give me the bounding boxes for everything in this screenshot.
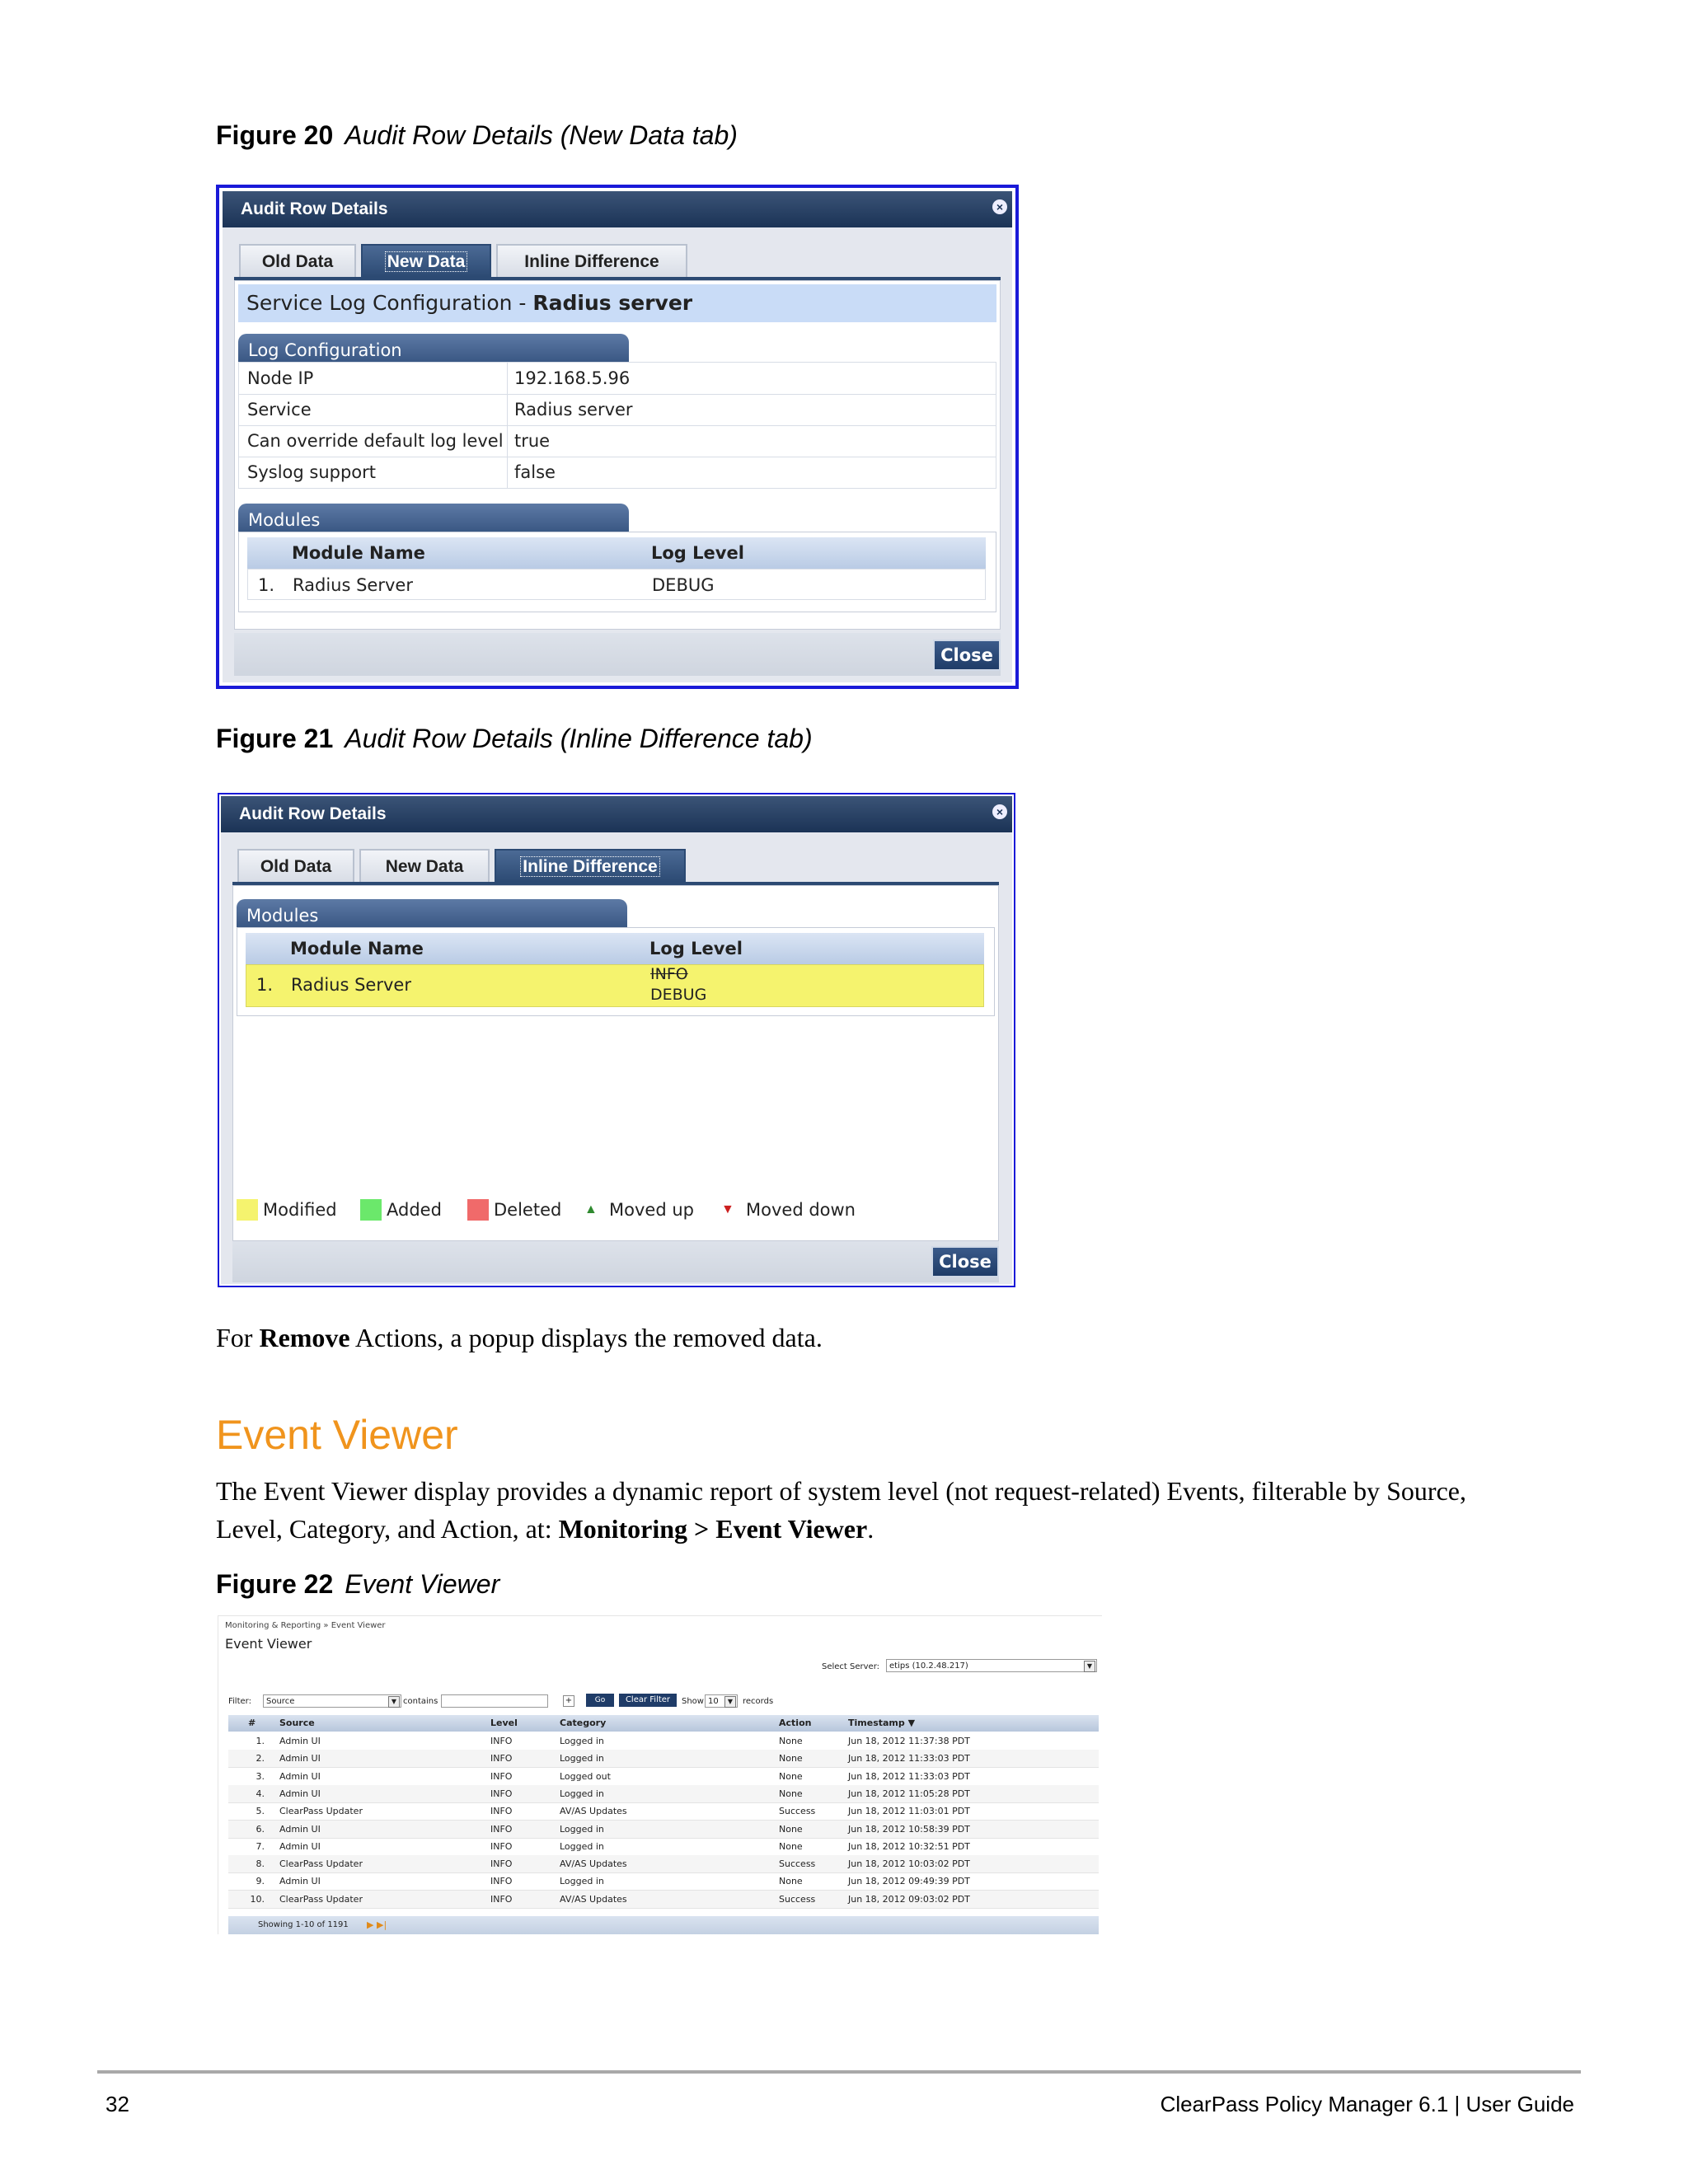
- cell-category: Logged out: [560, 1770, 611, 1782]
- text-bold: Monitoring > Event Viewer: [558, 1514, 868, 1544]
- col-number: #: [248, 1718, 256, 1728]
- table-row-modified: [246, 964, 984, 1007]
- cell-row-number: 4.: [256, 1788, 265, 1799]
- tab-label: Old Data: [261, 252, 334, 271]
- tab-label: Old Data: [260, 857, 332, 876]
- cell-level: INFO: [490, 1823, 513, 1835]
- figure-22-caption: [216, 1569, 499, 1600]
- cell-source: ClearPass Updater: [279, 1858, 363, 1870]
- audit-row-details-dialog: [223, 191, 1012, 682]
- legend-moved-down: Moved down: [746, 1200, 856, 1220]
- tab-panel: [232, 885, 999, 1241]
- events-table-header: [228, 1715, 1099, 1732]
- filter-field-dropdown[interactable]: [263, 1694, 401, 1708]
- col-source[interactable]: Source: [279, 1718, 315, 1728]
- log-row: [239, 425, 996, 457]
- dialog-footer: [232, 1241, 999, 1282]
- cell-row-number: 1.: [256, 1736, 265, 1746]
- cell-source: Admin UI: [279, 1788, 321, 1799]
- legend-deleted: Deleted: [494, 1200, 562, 1220]
- col-action[interactable]: Action: [779, 1718, 812, 1728]
- modules-box: [238, 532, 996, 612]
- moved-down-icon: ▼: [721, 1202, 734, 1216]
- chevron-down-icon: ▼: [1084, 1661, 1095, 1672]
- tab-panel: [234, 280, 1001, 630]
- modules-table-header: [247, 537, 986, 569]
- clear-filter-button[interactable]: Clear Filter: [619, 1694, 677, 1707]
- cell-timestamp: Jun 18, 2012 11:05:28 PDT: [848, 1788, 970, 1799]
- figure-21-frame: [218, 793, 1015, 1287]
- text-fragment: For: [216, 1323, 260, 1352]
- cell-level: INFO: [490, 1753, 513, 1765]
- log-row: [239, 394, 996, 426]
- col-category[interactable]: Category: [560, 1718, 607, 1728]
- col-timestamp[interactable]: Timestamp ▼: [848, 1718, 916, 1728]
- audit-row-details-dialog: [221, 796, 1012, 1284]
- new-log-level: DEBUG: [650, 986, 707, 1004]
- cell-level: INFO: [490, 1876, 513, 1887]
- cell-row-number: 7.: [256, 1840, 265, 1852]
- go-button[interactable]: Go: [586, 1694, 614, 1707]
- cell-source: Admin UI: [279, 1840, 321, 1852]
- cell-category: Logged in: [560, 1876, 604, 1887]
- show-label: Show: [682, 1697, 704, 1706]
- cell-level: INFO: [490, 1736, 513, 1746]
- legend-moved-up: Moved up: [609, 1200, 694, 1220]
- add-filter-icon[interactable]: +: [563, 1695, 574, 1707]
- figure-title: Audit Row Details (New Data tab): [345, 120, 738, 150]
- table-row[interactable]: [228, 1802, 1099, 1821]
- modules-header: Modules: [238, 504, 629, 532]
- figure-number: Figure 21: [216, 724, 334, 753]
- select-server-value: etips (10.2.48.217): [889, 1661, 968, 1671]
- log-configuration-header: Log Configuration: [238, 334, 629, 362]
- log-key: Can override default log level: [239, 425, 508, 457]
- figure-number: Figure 20: [216, 120, 334, 150]
- cell-level: INFO: [490, 1806, 513, 1817]
- text-fragment: Actions, a popup displays the removed data.: [349, 1323, 823, 1352]
- tab-old-data[interactable]: [237, 849, 354, 882]
- cell-action: None: [779, 1770, 803, 1782]
- cell-category: AV/AS Updates: [560, 1858, 627, 1870]
- cell-source: ClearPass Updater: [279, 1806, 363, 1817]
- cell-category: Logged in: [560, 1788, 604, 1799]
- legend-added: Added: [387, 1200, 442, 1220]
- tab-inline-difference[interactable]: [496, 244, 687, 277]
- col-level[interactable]: Level: [490, 1718, 518, 1728]
- cell-row-number: 9.: [256, 1876, 265, 1887]
- dialog-title: Audit Row Details: [221, 796, 1012, 832]
- page-number: 32: [106, 2092, 129, 2116]
- cell-level: INFO: [490, 1893, 513, 1905]
- tab-old-data[interactable]: [239, 244, 356, 277]
- legend-modified-swatch: [237, 1199, 258, 1221]
- log-value: true: [514, 431, 551, 451]
- table-row[interactable]: [228, 1750, 1099, 1768]
- cell-source: Admin UI: [279, 1876, 321, 1887]
- col-module-name: Module Name: [290, 939, 424, 958]
- tab-label: New Data: [385, 857, 464, 876]
- old-log-level: INFO: [650, 965, 688, 983]
- moved-up-icon: ▲: [584, 1202, 598, 1216]
- cell-category: AV/AS Updates: [560, 1806, 627, 1817]
- cell-level: INFO: [490, 1770, 513, 1782]
- log-value: Radius server: [514, 400, 633, 419]
- text-fragment: .: [867, 1514, 874, 1544]
- cell-category: Logged in: [560, 1753, 604, 1765]
- module-name: Radius Server: [291, 975, 411, 995]
- cell-timestamp: Jun 18, 2012 11:33:03 PDT: [848, 1753, 970, 1765]
- cell-action: Success: [779, 1806, 816, 1817]
- cell-level: INFO: [490, 1840, 513, 1852]
- cell-timestamp: Jun 18, 2012 11:03:01 PDT: [848, 1806, 970, 1817]
- cell-source: Admin UI: [279, 1736, 321, 1746]
- event-viewer-intro: [216, 1472, 1568, 1548]
- footer-rule: [97, 2070, 1581, 2074]
- table-row[interactable]: [228, 1838, 1099, 1856]
- table-row[interactable]: [228, 1872, 1099, 1891]
- log-value: 192.168.5.96: [514, 368, 631, 388]
- records-per-page-value: 10: [708, 1697, 719, 1706]
- next-page-icon[interactable]: ▶: [367, 1919, 374, 1930]
- dialog-title: Audit Row Details: [223, 191, 1012, 227]
- cell-timestamp: Jun 18, 2012 09:49:39 PDT: [848, 1876, 970, 1887]
- chevron-down-icon: ▼: [724, 1696, 736, 1708]
- modules-header: Modules: [237, 899, 627, 927]
- showing-count: Showing 1-10 of 1191: [258, 1920, 349, 1929]
- close-button[interactable]: Close: [933, 640, 1001, 671]
- table-row[interactable]: [228, 1891, 1099, 1909]
- figure-21-caption: [216, 724, 813, 754]
- figure-title: Event Viewer: [345, 1569, 500, 1599]
- cell-action: None: [779, 1736, 803, 1746]
- filter-field-value: Source: [266, 1697, 295, 1706]
- tab-new-data[interactable]: [361, 244, 491, 277]
- cell-action: None: [779, 1876, 803, 1887]
- table-row[interactable]: [228, 1855, 1099, 1873]
- table-footer: [228, 1916, 1099, 1934]
- records-per-page-dropdown[interactable]: [705, 1694, 738, 1708]
- cell-source: Admin UI: [279, 1770, 321, 1782]
- page-title: Event Viewer: [225, 1636, 312, 1652]
- tab-label: New Data: [385, 251, 468, 272]
- intro-line: [216, 1510, 1568, 1548]
- filter-value-input[interactable]: [441, 1694, 548, 1708]
- remove-actions-text: [216, 1319, 823, 1357]
- cell-row-number: 3.: [256, 1770, 265, 1782]
- log-row: [239, 363, 996, 395]
- modules-box: [237, 927, 995, 1016]
- service-banner: [238, 284, 996, 322]
- log-key: Service: [239, 394, 508, 425]
- cell-row-number: 8.: [256, 1858, 265, 1870]
- cell-row-number: 5.: [256, 1806, 265, 1817]
- cell-level: INFO: [490, 1858, 513, 1870]
- legend-added-swatch: [360, 1199, 382, 1221]
- log-key: Syslog support: [239, 457, 508, 488]
- row-number: 1.: [256, 975, 274, 995]
- filter-operator: contains: [403, 1697, 438, 1706]
- table-row[interactable]: [228, 1785, 1099, 1803]
- guide-title: ClearPass Policy Manager 6.1 | User Guide: [1160, 2092, 1574, 2116]
- legend-deleted-swatch: [467, 1199, 489, 1221]
- log-level: DEBUG: [652, 575, 715, 595]
- cell-timestamp: Jun 18, 2012 09:03:02 PDT: [848, 1893, 970, 1905]
- filter-label: Filter:: [228, 1697, 251, 1706]
- cell-timestamp: Jun 18, 2012 11:33:03 PDT: [848, 1770, 970, 1782]
- cell-action: Success: [779, 1893, 816, 1905]
- tab-label: Inline Difference: [520, 856, 659, 877]
- last-page-icon[interactable]: ▶|: [377, 1919, 387, 1930]
- col-log-level: Log Level: [649, 939, 743, 958]
- cell-level: INFO: [490, 1788, 513, 1799]
- log-row: [239, 457, 996, 489]
- breadcrumb: Monitoring & Reporting » Event Viewer: [225, 1621, 386, 1630]
- cell-action: None: [779, 1753, 803, 1765]
- banner-service-name: Radius server: [532, 291, 693, 315]
- banner-prefix: Service Log Configuration -: [246, 291, 533, 315]
- cell-row-number: 2.: [256, 1753, 265, 1765]
- log-configuration-table: [238, 362, 996, 489]
- figure-title: Audit Row Details (Inline Difference tab): [345, 724, 813, 753]
- section-heading: Event Viewer: [216, 1412, 458, 1458]
- tab-new-data[interactable]: [359, 849, 490, 882]
- log-key: Node IP: [239, 363, 508, 394]
- table-row[interactable]: [228, 1768, 1099, 1786]
- text-bold: Remove: [259, 1323, 350, 1352]
- cell-category: Logged in: [560, 1823, 604, 1835]
- cell-category: Logged in: [560, 1736, 604, 1746]
- row-number: 1.: [258, 575, 275, 595]
- tab-label: Inline Difference: [524, 252, 659, 271]
- table-row[interactable]: [228, 1821, 1099, 1839]
- figure-20-caption: [216, 120, 738, 151]
- log-value: false: [514, 462, 556, 482]
- module-name: Radius Server: [293, 575, 413, 595]
- cell-timestamp: Jun 18, 2012 10:32:51 PDT: [848, 1840, 970, 1852]
- text-fragment: Level, Category, and Action, at:: [216, 1514, 559, 1544]
- table-row[interactable]: [228, 1732, 1099, 1750]
- legend-modified: Modified: [263, 1200, 337, 1220]
- modules-table-header: [246, 933, 984, 964]
- close-icon[interactable]: ×: [992, 199, 1007, 214]
- figure-20-frame: [216, 185, 1019, 689]
- cell-source: ClearPass Updater: [279, 1893, 363, 1905]
- table-row: [247, 569, 986, 600]
- dialog-footer: [234, 633, 1001, 676]
- cell-source: Admin UI: [279, 1753, 321, 1765]
- cell-row-number: 6.: [256, 1823, 265, 1835]
- cell-timestamp: Jun 18, 2012 11:37:38 PDT: [848, 1736, 970, 1746]
- cell-timestamp: Jun 18, 2012 10:03:02 PDT: [848, 1858, 970, 1870]
- col-log-level: Log Level: [651, 543, 744, 563]
- cell-action: None: [779, 1788, 803, 1799]
- select-server-label: Select Server:: [822, 1662, 880, 1671]
- cell-action: None: [779, 1823, 803, 1835]
- col-module-name: Module Name: [292, 543, 425, 563]
- cell-category: AV/AS Updates: [560, 1893, 627, 1905]
- select-server-dropdown[interactable]: [886, 1659, 1097, 1672]
- cell-action: Success: [779, 1858, 816, 1870]
- close-button[interactable]: Close: [931, 1246, 999, 1277]
- close-icon[interactable]: ×: [992, 804, 1007, 819]
- chevron-down-icon: ▼: [388, 1696, 400, 1708]
- tab-inline-difference[interactable]: [495, 849, 686, 882]
- intro-line: The Event Viewer display provides a dynamic report of system level (not request-related) Events, filterable by Source,: [216, 1476, 1466, 1506]
- event-viewer-screenshot: [218, 1615, 1102, 1934]
- figure-number: Figure 22: [216, 1569, 334, 1599]
- cell-source: Admin UI: [279, 1823, 321, 1835]
- cell-row-number: 10.: [250, 1893, 265, 1905]
- cell-timestamp: Jun 18, 2012 10:58:39 PDT: [848, 1823, 970, 1835]
- records-label: records: [743, 1697, 774, 1706]
- cell-category: Logged in: [560, 1840, 604, 1852]
- cell-action: None: [779, 1840, 803, 1852]
